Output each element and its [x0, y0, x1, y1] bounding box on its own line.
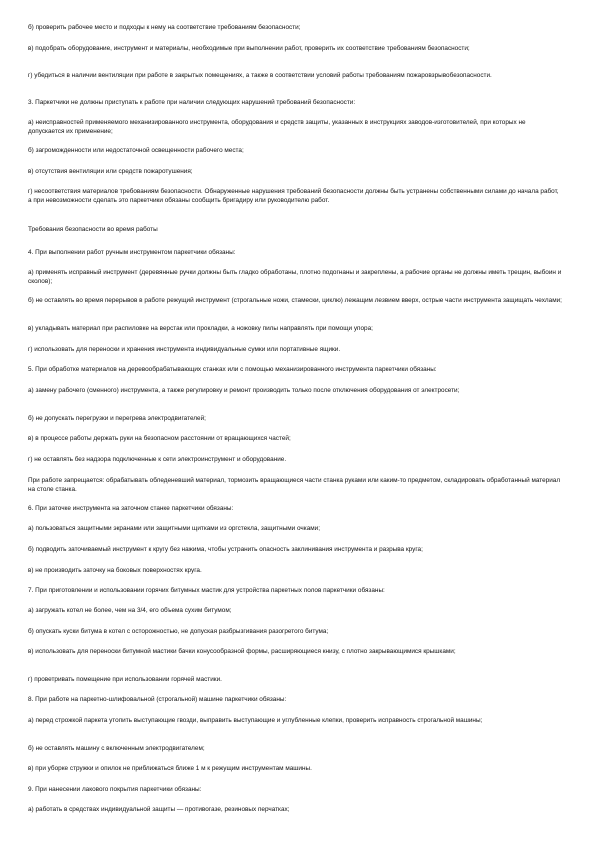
paragraph-23: б) подводить заточиваемый инструмент к кругу без нажима, чтобы устранить опасность заклинивания инструмента и разрыва круга; — [28, 546, 423, 553]
paragraph-3: г) убедиться в наличии вентиляции при работе в закрытых помещениях, а также в соответствии условий работы требованиям пожаровзрывобезопасности. — [28, 72, 492, 79]
paragraph-15: 5. При обработке материалов на деревообрабатывающих станках или с помощью механизированного инструмента паркетчики обязаны: — [28, 366, 437, 373]
paragraph-7: в) отсутствия вентиляции или средств пожаротушения; — [28, 168, 193, 175]
paragraph-20: При работе запрещается: обрабатывать обледеневший материал, тормозить вращающиеся части станка руками или каким-то предметом, складировать обработанный материал на столе станка. — [28, 477, 561, 493]
paragraph-25: 7. При приготовлении и использовании горячих битумных мастик для устройства паркетных полов паркетчики обязаны: — [28, 587, 385, 594]
paragraph-17: б) не допускать перегрузки и перегрева электродвигателей; — [28, 415, 206, 422]
paragraph-35: а) работать в средствах индивидуальной защиты — противогазе, резиновых перчатках; — [28, 806, 290, 813]
paragraph-4: 3. Паркетчики не должны приступать к работе при наличии следующих нарушений требований безопасности: — [28, 99, 356, 106]
paragraph-11: а) применять исправный инструмент (деревянные ручки должны быть гладко обработаны, плотно подогнаны и закреплены, а рабочие органы не должны иметь трещин, выбоин и сколов); — [28, 269, 562, 285]
paragraph-19: г) не оставлять без надзора подключенные к сети электроинструмент и оборудование. — [28, 456, 287, 463]
paragraph-27: б) опускать куски битума в котел с осторожностью, не допуская разбрызгивания разогретого битума; — [28, 628, 329, 635]
paragraph-29: г) проветривать помещение при использовании горячей мастики. — [28, 676, 222, 683]
paragraph-24: в) не производить заточку на боковых поверхностях круга. — [28, 567, 202, 574]
paragraph-1: б) проверить рабочее место и подходы к нему на соответствие требованиям безопасности; — [28, 24, 301, 31]
paragraph-2: в) подобрать оборудование, инструмент и материалы, необходимые при выполнении работ, проверить их соответствие требованиям безопасности; — [28, 45, 470, 52]
paragraph-14: г) использовать для переноски и хранения инструмента индивидуальные сумки или портативные ящики. — [28, 346, 341, 353]
paragraph-26: а) загружать котел не более, чем на 3/4, его объема сухим битумом; — [28, 607, 232, 614]
paragraph-5: а) неисправностей применяемого механизированного инструмента, оборудования и средств защиты, указанных в инструкциях заводов-изготовителей, при которых не допускается их применение; — [28, 119, 526, 135]
paragraph-10: 4. При выполнении работ ручным инструментом паркетчики обязаны: — [28, 249, 236, 256]
paragraph-12: б) не оставлять во время перерывов в работе режущий инструмент (строгальные ножи, стамески, циклю) лежащим лезвием вверх, острые части инструмента защищать чехлами; — [28, 297, 562, 304]
paragraph-8: г) несоответствия материалов требованиям безопасности. Обнаруженные нарушения требований безопасности должны быть устранены собственными силами до начала работ, а при невозможности сделать это паркетчики обязаны сообщить бригадиру или руководителю работ. — [28, 188, 559, 204]
paragraph-13: в) укладывать материал при распиловке на верстак или прокладки, а ножовку пилы направлять при помощи упора; — [28, 325, 373, 332]
paragraph-34: 9. При нанесении лакового покрытия паркетчики обязаны: — [28, 786, 202, 793]
paragraph-28: в) использовать для переноски битумной мастики бачки конусообразной формы, расширяющиеся книзу, с плотно закрывающимися крышками; — [28, 648, 456, 655]
paragraph-22: а) пользоваться защитными экранами или защитными щитками из оргстекла, защитными очками; — [28, 525, 320, 532]
section-heading: Требования безопасности во время работы — [28, 226, 158, 233]
paragraph-6: б) загроможденности или недостаточной освещенности рабочего места; — [28, 147, 244, 154]
paragraph-16: а) замену рабочего (сменного) инструмента, а также регулировку и ремонт производить только после отключения оборудования от электросети; — [28, 387, 460, 394]
paragraph-31: а) перед строжкой паркета утопить выступающие гвозди, выправить выступающие и углубленные клепки, проверить исправность строгальной машины; — [28, 717, 483, 724]
paragraph-30: 8. При работе на паркетно-шлифовальной (строгальной) машине паркетчики обязаны: — [28, 696, 287, 703]
paragraph-33: в) при уборке стружки и опилок не приближаться ближе 1 м к режущим инструментам машины. — [28, 765, 312, 772]
paragraph-18: в) в процессе работы держать руки на безопасном расстоянии от вращающихся частей; — [28, 435, 291, 442]
paragraph-21: 6. При заточке инструмента на заточном станке паркетчики обязаны: — [28, 505, 234, 512]
paragraph-32: б) не оставлять машину с включенным электродвигателем; — [28, 745, 205, 752]
